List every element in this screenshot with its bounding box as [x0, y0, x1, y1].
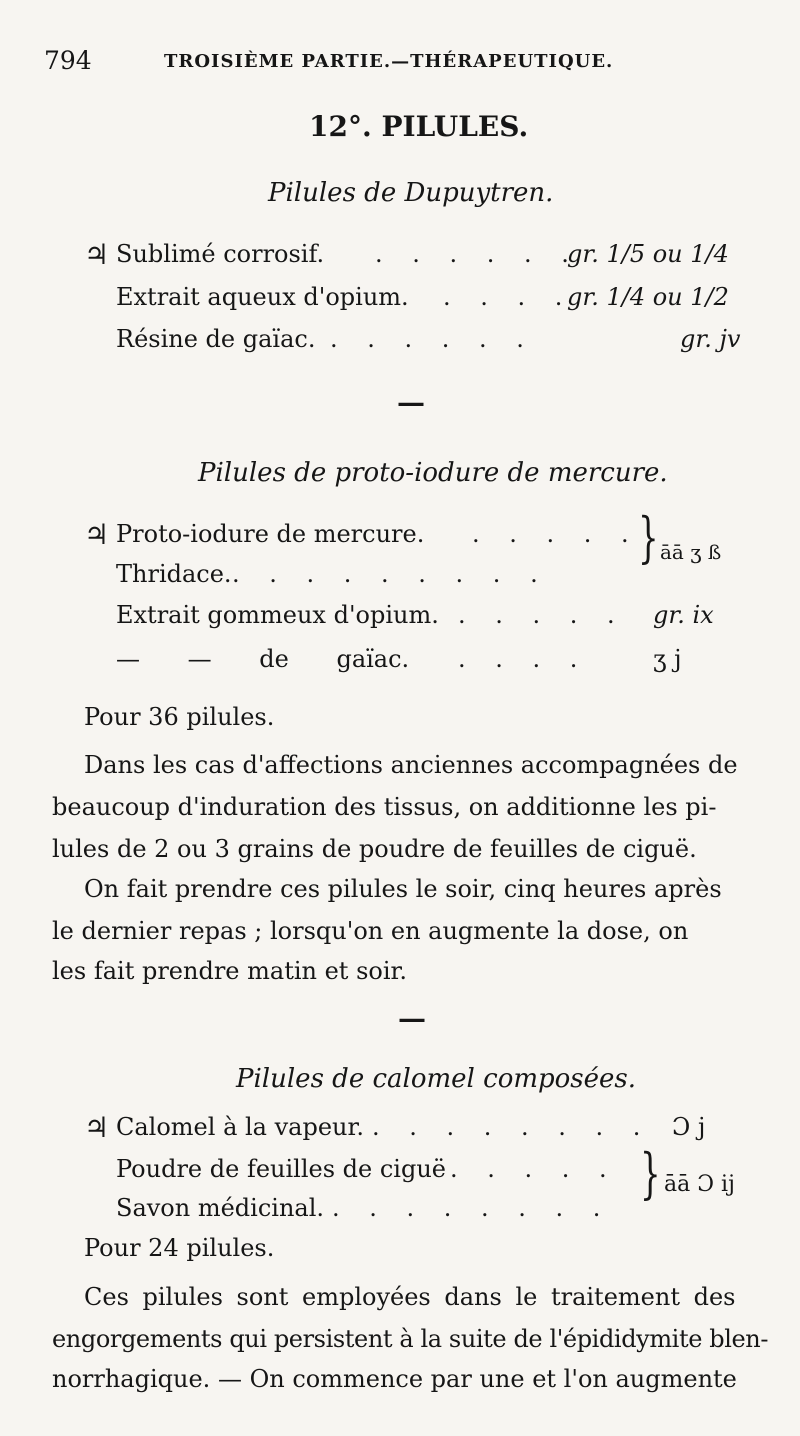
- page-header: [44, 46, 614, 75]
- body-text-line: Dans les cas d'affections anciennes accompagnées de: [84, 751, 738, 779]
- separator-dash: —: [398, 1002, 426, 1035]
- pill-yield: Pour 24 pilules.: [84, 1234, 275, 1262]
- ingredient-name: Résine de gaïac.: [116, 325, 316, 353]
- pill-yield: Pour 36 pilules.: [84, 703, 275, 731]
- ingredient-quantity: ʒ j: [653, 645, 682, 673]
- ingredient-name: Savon médicinal.: [116, 1194, 325, 1222]
- recipe-title-dupuytren: Pilules de Dupuytren.: [268, 178, 554, 208]
- ingredient-name: Poudre de feuilles de ciguë: [116, 1155, 446, 1183]
- ingredient-name: Extrait gommeux d'opium.: [116, 601, 439, 629]
- ingredient-quantity: gr. 1/5 ou 1/4: [567, 240, 729, 268]
- body-text-line: On fait prendre ces pilules le soir, cinq heures après: [84, 875, 722, 903]
- ingredient-name: Calomel à la vapeur.: [116, 1113, 364, 1141]
- ingredient-quantity: gr. ix: [653, 601, 714, 629]
- ingredient-name: Sublimé corrosif.: [116, 240, 325, 268]
- body-text-line: beaucoup d'induration des tissus, on additionne les pi-: [52, 793, 717, 821]
- ingredient-quantity: gr. 1/4 ou 1/2: [567, 283, 729, 311]
- ingredient-quantity: gr. jv: [680, 325, 741, 353]
- page-number: 794: [44, 46, 92, 75]
- leader-dots: . . . . .: [450, 1155, 618, 1183]
- ingredient-name: — — de gaïac.: [116, 645, 410, 673]
- recipe-title-proto-iodure: Pilules de proto-iodure de mercure.: [198, 458, 668, 488]
- leader-dots: . . . . .: [458, 601, 626, 629]
- body-text-line: lules de 2 ou 3 grains de poudre de feuilles de ciguë.: [52, 835, 697, 863]
- brace: }: [640, 1142, 661, 1205]
- ingredient-name: Thridace.: [116, 560, 232, 588]
- section-title: 12°. PILULES.: [309, 110, 529, 143]
- ingredient-name: Extrait aqueux d'opium.: [116, 283, 409, 311]
- recipe-title-calomel: Pilules de calomel composées.: [236, 1064, 637, 1094]
- leader-dots: . . . . . .: [330, 325, 535, 353]
- leader-dots: . . . .: [443, 283, 574, 311]
- running-title: TROISIÈME PARTIE.—THÉRAPEUTIQUE.: [164, 51, 614, 72]
- leader-dots: . . . . . . . .: [372, 1113, 652, 1141]
- body-text-line: Ces pilules sont employées dans le traitement des: [84, 1283, 736, 1311]
- body-text-line: le dernier repas ; lorsqu'on en augmente la dose, on: [52, 917, 689, 945]
- ingredient-name: Proto-iodure de mercure.: [116, 520, 425, 548]
- ingredient-quantity: Ɔ j: [672, 1113, 706, 1141]
- separator-dash: —: [397, 386, 425, 419]
- leader-dots: . . . . . .: [375, 240, 580, 268]
- brace-quantity: āā Ɔ ij: [664, 1172, 735, 1197]
- body-text-line: les fait prendre matin et soir.: [52, 957, 407, 985]
- rx-symbol: ♃: [84, 518, 110, 551]
- leader-dots: . . . . . . . .: [332, 1194, 612, 1222]
- leader-dots: . . . . . . . . .: [232, 560, 549, 588]
- leader-dots: . . . .: [458, 645, 589, 673]
- rx-symbol: ♃: [84, 1111, 110, 1144]
- brace-quantity: āā ʒ ß: [660, 540, 722, 564]
- leader-dots: . . . . .: [472, 520, 640, 548]
- body-text-line: engorgements qui persistent à la suite de l'épididymite blen-: [52, 1325, 769, 1353]
- rx-symbol: ♃: [84, 238, 110, 271]
- body-text-line: norrhagique. — On commence par une et l'on augmente: [52, 1365, 737, 1393]
- brace: }: [638, 506, 659, 569]
